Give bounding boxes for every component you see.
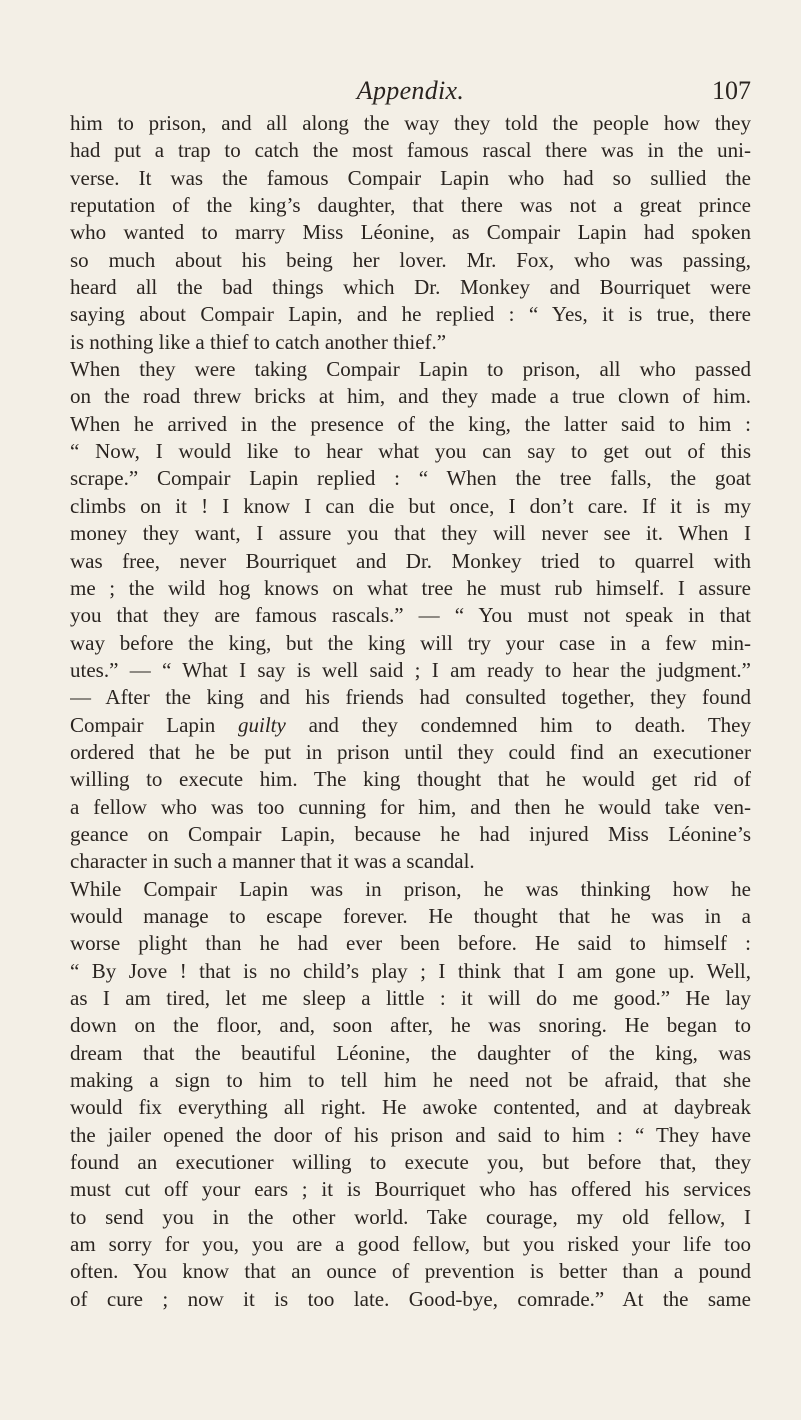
- running-head-title: Appendix.: [356, 76, 465, 105]
- text-line-with-italic: Compair Lapin guilty and they condemned him to death. They: [70, 712, 751, 737]
- text-line: had put a trap to catch the most famous rascal there was in the uni-: [70, 138, 751, 163]
- text-line: way before the king, but the king will try your case in a few min-: [70, 630, 751, 655]
- text-line: down on the floor, and, soon after, he was snoring. He began to: [70, 1013, 751, 1038]
- text-line: utes.” — “ What I say is well said ; I am ready to hear the judgment.”: [70, 657, 751, 682]
- text-line: verse. It was the famous Compair Lapin who had so sullied the: [70, 165, 751, 190]
- text-line: climbs on it ! I know I can die but once, I don’t care. If it is my: [70, 493, 751, 518]
- text-line: to send you in the other world. Take courage, my old fellow, I: [70, 1204, 751, 1229]
- text-line: — After the king and his friends had consulted together, they found: [70, 685, 751, 710]
- text-line: ordered that he be put in prison until they could find an executioner: [70, 739, 751, 764]
- text-line-paragraph-end: character in such a manner that it was a scandal.: [70, 849, 475, 874]
- running-head: [70, 74, 751, 108]
- text-line: on the road threw bricks at him, and they made a true clown of him.: [70, 384, 751, 409]
- text-line: When they were taking Compair Lapin to prison, all who passed: [70, 357, 751, 382]
- text-line-paragraph-end: is nothing like a thief to catch another thief.”: [70, 329, 447, 354]
- body-text: [70, 110, 751, 1313]
- text-line: was free, never Bourriquet and Dr. Monkey tried to quarrel with: [70, 548, 751, 573]
- text-line: dream that the beautiful Léonine, the daughter of the king, was: [70, 1040, 751, 1065]
- text-line: “ Now, I would like to hear what you can say to get out of this: [70, 439, 751, 464]
- text-line: While Compair Lapin was in prison, he was thinking how he: [70, 876, 751, 901]
- text-line: must cut off your ears ; it is Bourriquet who has offered his services: [70, 1177, 751, 1202]
- text-line: found an executioner willing to execute you, but before that, they: [70, 1150, 751, 1175]
- text-line: saying about Compair Lapin, and he replied : “ Yes, it is true, there: [70, 302, 751, 327]
- page-number: 107: [712, 76, 751, 105]
- text-line: so much about his being her lover. Mr. Fox, who was passing,: [70, 247, 751, 272]
- text-line: me ; the wild hog knows on what tree he must rub himself. I assure: [70, 575, 751, 600]
- text-line: geance on Compair Lapin, because he had injured Miss Léonine’s: [70, 821, 751, 846]
- text-line: who wanted to marry Miss Léonine, as Compair Lapin had spoken: [70, 220, 751, 245]
- text-line: would fix everything all right. He awoke contented, and at daybreak: [70, 1095, 751, 1120]
- text-line: making a sign to him to tell him he need not be afraid, that she: [70, 1068, 751, 1093]
- italic-word: guilty: [238, 712, 286, 737]
- text-line: “ By Jove ! that is no child’s play ; I think that I am gone up. Well,: [70, 958, 751, 983]
- text-line: a fellow who was too cunning for him, and then he would take ven-: [70, 794, 751, 819]
- text-line: would manage to escape forever. He thought that he was in a: [70, 903, 751, 928]
- text-line: scrape.” Compair Lapin replied : “ When the tree falls, the goat: [70, 466, 751, 491]
- text-line: you that they are famous rascals.” — “ You must not speak in that: [70, 603, 751, 628]
- text-line: the jailer opened the door of his prison and said to him : “ They have: [70, 1122, 751, 1147]
- text-line: willing to execute him. The king thought that he would get rid of: [70, 767, 751, 792]
- text-line: reputation of the king’s daughter, that there was not a great prince: [70, 193, 751, 218]
- text-line: as I am tired, let me sleep a little : it will do me good.” He lay: [70, 986, 751, 1010]
- text-line: money they want, I assure you that they will never see it. When I: [70, 521, 751, 546]
- text-line: of cure ; now it is too late. Good-bye, comrade.” At the same: [70, 1286, 751, 1311]
- text-line: When he arrived in the presence of the king, the latter said to him :: [70, 411, 751, 436]
- text-line: often. You know that an ounce of prevention is better than a pound: [70, 1259, 751, 1284]
- text-line: him to prison, and all along the way they told the people how they: [70, 111, 751, 135]
- text-line: heard all the bad things which Dr. Monkey and Bourriquet were: [70, 275, 751, 300]
- text-line: am sorry for you, you are a good fellow, but you risked your life too: [70, 1232, 751, 1257]
- text-line: worse plight than he had ever been before. He said to himself :: [70, 931, 751, 956]
